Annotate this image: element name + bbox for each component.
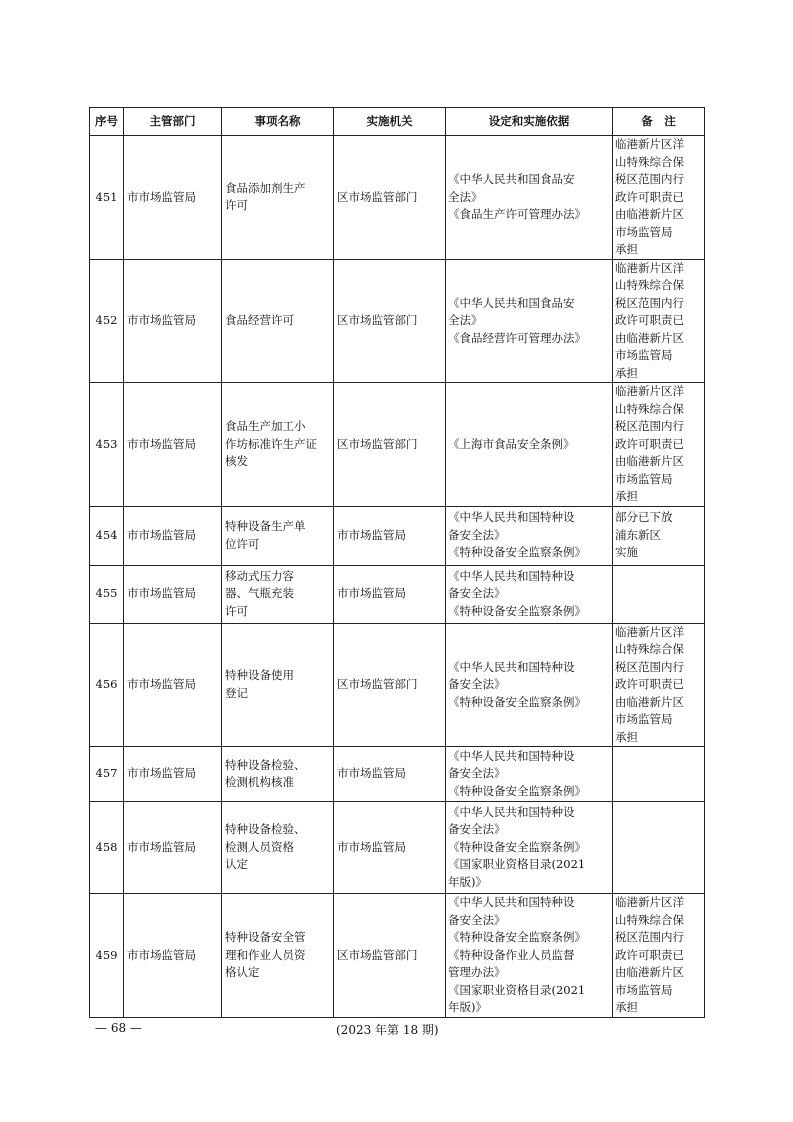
item-name-line: 许可 <box>225 603 248 618</box>
legal-basis-line: 备安全法》 <box>448 586 506 601</box>
remarks-line: 山特殊综合保 <box>615 912 684 927</box>
table-row <box>90 623 705 747</box>
item-name-line: 特种设备检验、 <box>225 822 306 837</box>
item-name <box>222 136 334 260</box>
remarks-line: 政许可职责已 <box>615 313 684 327</box>
remarks-line: 市场监管局 <box>615 712 673 726</box>
implementing-agency: 区市场监管部门 <box>334 383 446 507</box>
department: 市市场监管局 <box>124 259 222 383</box>
remarks <box>613 894 705 1018</box>
remarks-line: 山特殊综合保 <box>615 642 684 656</box>
remarks-line: 承担 <box>615 489 638 503</box>
legal-basis-line: 备安全法》 <box>448 912 506 927</box>
legal-basis-line: 管理办法》 <box>448 965 506 979</box>
remarks-line: 山特殊综合保 <box>615 401 684 416</box>
remarks-line: 临港新片区洋 <box>615 260 684 275</box>
department: 市市场监管局 <box>124 506 222 565</box>
item-name <box>222 894 334 1018</box>
department: 市市场监管局 <box>124 894 222 1018</box>
table-header-row <box>90 108 705 136</box>
remarks-line: 市场监管局 <box>615 224 673 239</box>
implementing-agency: 区市场监管部门 <box>334 623 446 747</box>
remarks-line: 市场监管局 <box>615 982 673 997</box>
item-name <box>222 747 334 802</box>
implementing-agency: 区市场监管部门 <box>334 259 446 383</box>
header-agency: 实施机关 <box>334 108 446 136</box>
legal-basis <box>446 894 613 1018</box>
legal-basis-line: 《中华人民共和国食品安 <box>448 295 575 310</box>
remarks-line: 由临港新片区 <box>615 965 684 979</box>
table-row <box>90 136 705 260</box>
table-row <box>90 802 705 894</box>
remarks <box>613 506 705 565</box>
remarks-line: 临港新片区洋 <box>615 384 684 398</box>
serial-number: 452 <box>90 259 124 383</box>
issue-label: (2023 年第 18 期) <box>336 1023 439 1037</box>
remarks-line: 税区范围内行 <box>615 419 684 433</box>
legal-basis-line: 《特种设备安全监察条例》 <box>448 930 586 944</box>
remarks-line: 政许可职责已 <box>615 677 684 691</box>
item-name <box>222 506 334 565</box>
serial-number: 455 <box>90 565 124 623</box>
item-name-line: 位许可 <box>225 536 260 551</box>
legal-basis-line: 《国家职业资格目录(2021 <box>448 982 586 997</box>
remarks-line: 由临港新片区 <box>615 207 684 221</box>
legal-basis <box>446 506 613 565</box>
item-name-line: 检测机构核准 <box>225 775 294 789</box>
remarks-line: 浦东新区 <box>615 527 661 542</box>
legal-basis <box>446 259 613 383</box>
legal-basis <box>446 747 613 802</box>
legal-basis-line: 《食品生产许可管理办法》 <box>448 207 586 221</box>
item-name <box>222 802 334 894</box>
remarks <box>613 259 705 383</box>
remarks-line: 临港新片区洋 <box>615 137 684 151</box>
legal-basis-line: 《上海市食品安全条例》 <box>448 436 575 451</box>
table-row <box>90 565 705 623</box>
remarks-line: 山特殊综合保 <box>615 278 684 292</box>
header-basis: 设定和实施依据 <box>446 108 613 136</box>
legal-basis <box>446 802 613 894</box>
legal-basis-line: 《中华人民共和国特种设 <box>448 568 575 583</box>
header-item-name: 事项名称 <box>222 108 334 136</box>
department: 市市场监管局 <box>124 383 222 507</box>
table-row <box>90 747 705 802</box>
remarks <box>613 623 705 747</box>
legal-basis-line: 全法》 <box>448 313 483 327</box>
item-name-line: 作坊标准许生产证 <box>225 436 317 451</box>
legal-basis-line: 《特种设备安全监察条例》 <box>448 545 586 560</box>
department: 市市场监管局 <box>124 747 222 802</box>
remarks-line: 税区范围内行 <box>615 659 684 674</box>
implementing-agency: 市市场监管局 <box>334 506 446 565</box>
remarks-line: 承担 <box>615 729 638 744</box>
remarks-line: 临港新片区洋 <box>615 624 684 639</box>
remarks <box>613 802 705 894</box>
remarks-line: 由临港新片区 <box>615 330 684 345</box>
item-name-line: 格认定 <box>225 965 260 979</box>
remarks-line: 政许可职责已 <box>615 947 684 962</box>
legal-basis-line: 备安全法》 <box>448 527 506 542</box>
item-name-line: 移动式压力容 <box>225 568 294 583</box>
remarks-line: 市场监管局 <box>615 348 673 362</box>
department: 市市场监管局 <box>124 565 222 623</box>
legal-basis-line: 全法》 <box>448 189 483 204</box>
item-name-line: 理和作业人员资 <box>225 947 306 962</box>
item-name-line: 食品添加剂生产 <box>225 180 306 195</box>
item-name-line: 许可 <box>225 198 248 213</box>
department: 市市场监管局 <box>124 623 222 747</box>
item-name <box>222 259 334 383</box>
item-name <box>222 565 334 623</box>
item-name-line: 食品生产加工小 <box>225 419 306 433</box>
header-department: 主管部门 <box>124 108 222 136</box>
remarks-line: 税区范围内行 <box>615 172 684 186</box>
item-name-line: 特种设备生产单 <box>225 519 306 533</box>
legal-basis-line: 备安全法》 <box>448 822 506 837</box>
legal-basis-line: 《特种设备作业人员监督 <box>448 947 575 962</box>
item-name-line: 核发 <box>225 454 248 468</box>
legal-basis-line: 《中华人民共和国特种设 <box>448 510 575 525</box>
legal-basis-line: 《中华人民共和国食品安 <box>448 172 575 186</box>
department: 市市场监管局 <box>124 136 222 260</box>
remarks-line: 承担 <box>615 365 638 380</box>
header-serial: 序号 <box>90 108 124 136</box>
item-name-line: 认定 <box>225 857 248 872</box>
remarks-line: 部分已下放 <box>615 510 673 525</box>
item-name-line: 器、气瓶充装 <box>225 586 294 601</box>
serial-number: 459 <box>90 894 124 1018</box>
implementing-agency: 区市场监管部门 <box>334 136 446 260</box>
remarks-line: 承担 <box>615 1000 638 1014</box>
remarks-line: 实施 <box>615 545 638 560</box>
item-name-line: 检测人员资格 <box>225 839 294 854</box>
legal-basis-line: 备安全法》 <box>448 677 506 691</box>
legal-basis-line: 《特种设备安全监察条例》 <box>448 783 586 798</box>
legal-basis-line: 《食品经营许可管理办法》 <box>448 330 586 345</box>
permit-table <box>89 107 705 1018</box>
legal-basis-line: 《中华人民共和国特种设 <box>448 748 575 763</box>
header-remarks: 备 注 <box>613 108 705 136</box>
remarks-line: 税区范围内行 <box>615 930 684 944</box>
page-number: — 68 — <box>95 1021 142 1035</box>
legal-basis-line: 《特种设备安全监察条例》 <box>448 603 586 618</box>
legal-basis <box>446 383 613 507</box>
table-row <box>90 894 705 1018</box>
serial-number: 453 <box>90 383 124 507</box>
remarks <box>613 565 705 623</box>
implementing-agency: 市市场监管局 <box>334 747 446 802</box>
item-name-line: 特种设备安全管 <box>225 930 306 944</box>
remarks-line: 承担 <box>615 242 638 256</box>
remarks-line: 政许可职责已 <box>615 436 684 451</box>
serial-number: 451 <box>90 136 124 260</box>
table-row <box>90 259 705 383</box>
remarks-line: 山特殊综合保 <box>615 154 684 169</box>
remarks-line: 政许可职责已 <box>615 189 684 204</box>
item-name <box>222 383 334 507</box>
serial-number: 458 <box>90 802 124 894</box>
legal-basis-line: 年版)》 <box>448 874 487 889</box>
serial-number: 457 <box>90 747 124 802</box>
remarks <box>613 383 705 507</box>
department: 市市场监管局 <box>124 802 222 894</box>
legal-basis <box>446 623 613 747</box>
legal-basis <box>446 136 613 260</box>
remarks-line: 临港新片区洋 <box>615 895 684 909</box>
remarks-line: 税区范围内行 <box>615 295 684 310</box>
legal-basis <box>446 565 613 623</box>
item-name-line: 登记 <box>225 685 248 700</box>
remarks <box>613 747 705 802</box>
legal-basis-line: 《中华人民共和国特种设 <box>448 804 575 819</box>
remarks <box>613 136 705 260</box>
table-row <box>90 506 705 565</box>
table-row <box>90 383 705 507</box>
legal-basis-line: 《国家职业资格目录(2021 <box>448 857 586 872</box>
serial-number: 454 <box>90 506 124 565</box>
legal-basis-line: 《中华人民共和国特种设 <box>448 659 575 674</box>
remarks-line: 市场监管局 <box>615 471 673 486</box>
item-name <box>222 623 334 747</box>
item-name-line: 特种设备使用 <box>225 668 294 683</box>
implementing-agency: 区市场监管部门 <box>334 894 446 1018</box>
remarks-line: 由临港新片区 <box>615 454 684 468</box>
item-name-line: 特种设备检验、 <box>225 757 306 772</box>
serial-number: 456 <box>90 623 124 747</box>
legal-basis-line: 备安全法》 <box>448 766 506 781</box>
remarks-line: 由临港新片区 <box>615 694 684 709</box>
legal-basis-line: 《中华人民共和国特种设 <box>448 895 575 909</box>
implementing-agency: 市市场监管局 <box>334 565 446 623</box>
implementing-agency: 市市场监管局 <box>334 802 446 894</box>
legal-basis-line: 《特种设备安全监察条例》 <box>448 694 586 709</box>
legal-basis-line: 《特种设备安全监察条例》 <box>448 839 586 854</box>
item-name-line: 食品经营许可 <box>225 313 294 327</box>
legal-basis-line: 年版)》 <box>448 1000 487 1014</box>
